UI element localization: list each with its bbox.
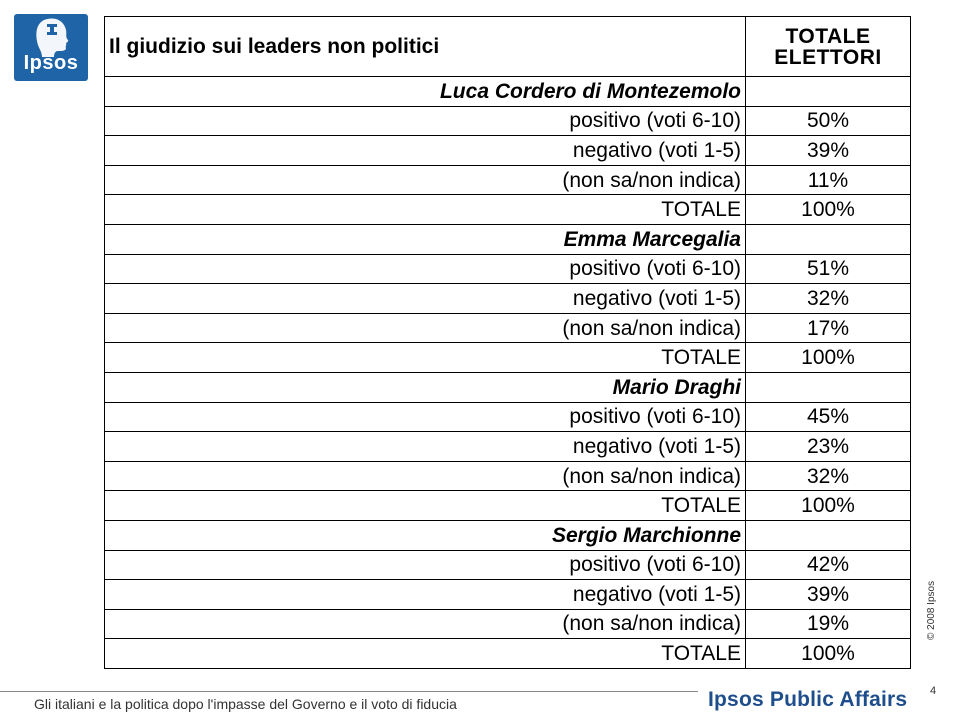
row-label: TOTALE xyxy=(105,343,746,373)
row-value: 45% xyxy=(746,402,911,432)
row-label: negativo (voti 1-5) xyxy=(105,580,746,610)
row-value: 32% xyxy=(746,284,911,314)
table-row xyxy=(105,609,911,639)
row-value: 50% xyxy=(746,106,911,136)
leader-empty-cell xyxy=(746,224,911,254)
row-label: negativo (voti 1-5) xyxy=(105,136,746,166)
column-header-line1: TOTALE xyxy=(785,24,871,48)
row-label: negativo (voti 1-5) xyxy=(105,432,746,462)
table-row xyxy=(105,313,911,343)
table-row xyxy=(105,254,911,284)
footer-caption: Gli italiani e la politica dopo l'impasse del Governo e il voto di fiducia xyxy=(34,696,457,712)
leader-row xyxy=(105,224,911,254)
brand-name: Ipsos Public Affairs xyxy=(708,688,908,711)
page-number: 4 xyxy=(930,685,937,697)
row-value: 51% xyxy=(746,254,911,284)
leader-name: Emma Marcegalia xyxy=(105,224,746,254)
row-value: 100% xyxy=(746,195,911,225)
leader-name: Mario Draghi xyxy=(105,372,746,402)
table-row xyxy=(105,136,911,166)
table-row xyxy=(105,491,911,521)
table-row xyxy=(105,461,911,491)
row-label: positivo (voti 6-10) xyxy=(105,550,746,580)
leader-name: Sergio Marchionne xyxy=(105,520,746,550)
row-value: 39% xyxy=(746,136,911,166)
row-label: positivo (voti 6-10) xyxy=(105,402,746,432)
row-value: 100% xyxy=(746,639,911,669)
row-value: 32% xyxy=(746,461,911,491)
table-row xyxy=(105,106,911,136)
row-label: negativo (voti 1-5) xyxy=(105,284,746,314)
logo-text: Ipsos xyxy=(23,52,79,74)
column-header-totale-elettori xyxy=(746,17,911,77)
row-label: positivo (voti 6-10) xyxy=(105,106,746,136)
leader-row xyxy=(105,372,911,402)
row-label: (non sa/non indica) xyxy=(105,313,746,343)
leader-empty-cell xyxy=(746,520,911,550)
ipsos-logo xyxy=(14,14,88,81)
row-value: 17% xyxy=(746,313,911,343)
row-value: 100% xyxy=(746,343,911,373)
table-row xyxy=(105,432,911,462)
row-label: (non sa/non indica) xyxy=(105,165,746,195)
leader-empty-cell xyxy=(746,77,911,107)
table-row xyxy=(105,195,911,225)
row-label: (non sa/non indica) xyxy=(105,461,746,491)
row-label: (non sa/non indica) xyxy=(105,609,746,639)
row-value: 100% xyxy=(746,491,911,521)
row-label: positivo (voti 6-10) xyxy=(105,254,746,284)
table-title: Il giudizio sui leaders non politici xyxy=(105,17,746,77)
table-row xyxy=(105,639,911,669)
table-row xyxy=(105,550,911,580)
leader-row xyxy=(105,520,911,550)
row-value: 42% xyxy=(746,550,911,580)
row-value: 23% xyxy=(746,432,911,462)
copyright-note: © 2008 Ipsos xyxy=(926,580,937,640)
leaders-judgement-table xyxy=(104,16,911,669)
leader-name: Luca Cordero di Montezemolo xyxy=(105,77,746,107)
row-label: TOTALE xyxy=(105,195,746,225)
table-row xyxy=(105,343,911,373)
row-label: TOTALE xyxy=(105,639,746,669)
table-row xyxy=(105,580,911,610)
table-row xyxy=(105,165,911,195)
leader-row xyxy=(105,77,911,107)
table-row xyxy=(105,284,911,314)
column-header-line2: ELETTORI xyxy=(774,45,882,69)
leader-empty-cell xyxy=(746,372,911,402)
row-value: 39% xyxy=(746,580,911,610)
row-value: 19% xyxy=(746,609,911,639)
row-value: 11% xyxy=(746,165,911,195)
row-label: TOTALE xyxy=(105,491,746,521)
table-row xyxy=(105,402,911,432)
footer-divider xyxy=(0,691,698,692)
table-header-row xyxy=(105,17,911,77)
